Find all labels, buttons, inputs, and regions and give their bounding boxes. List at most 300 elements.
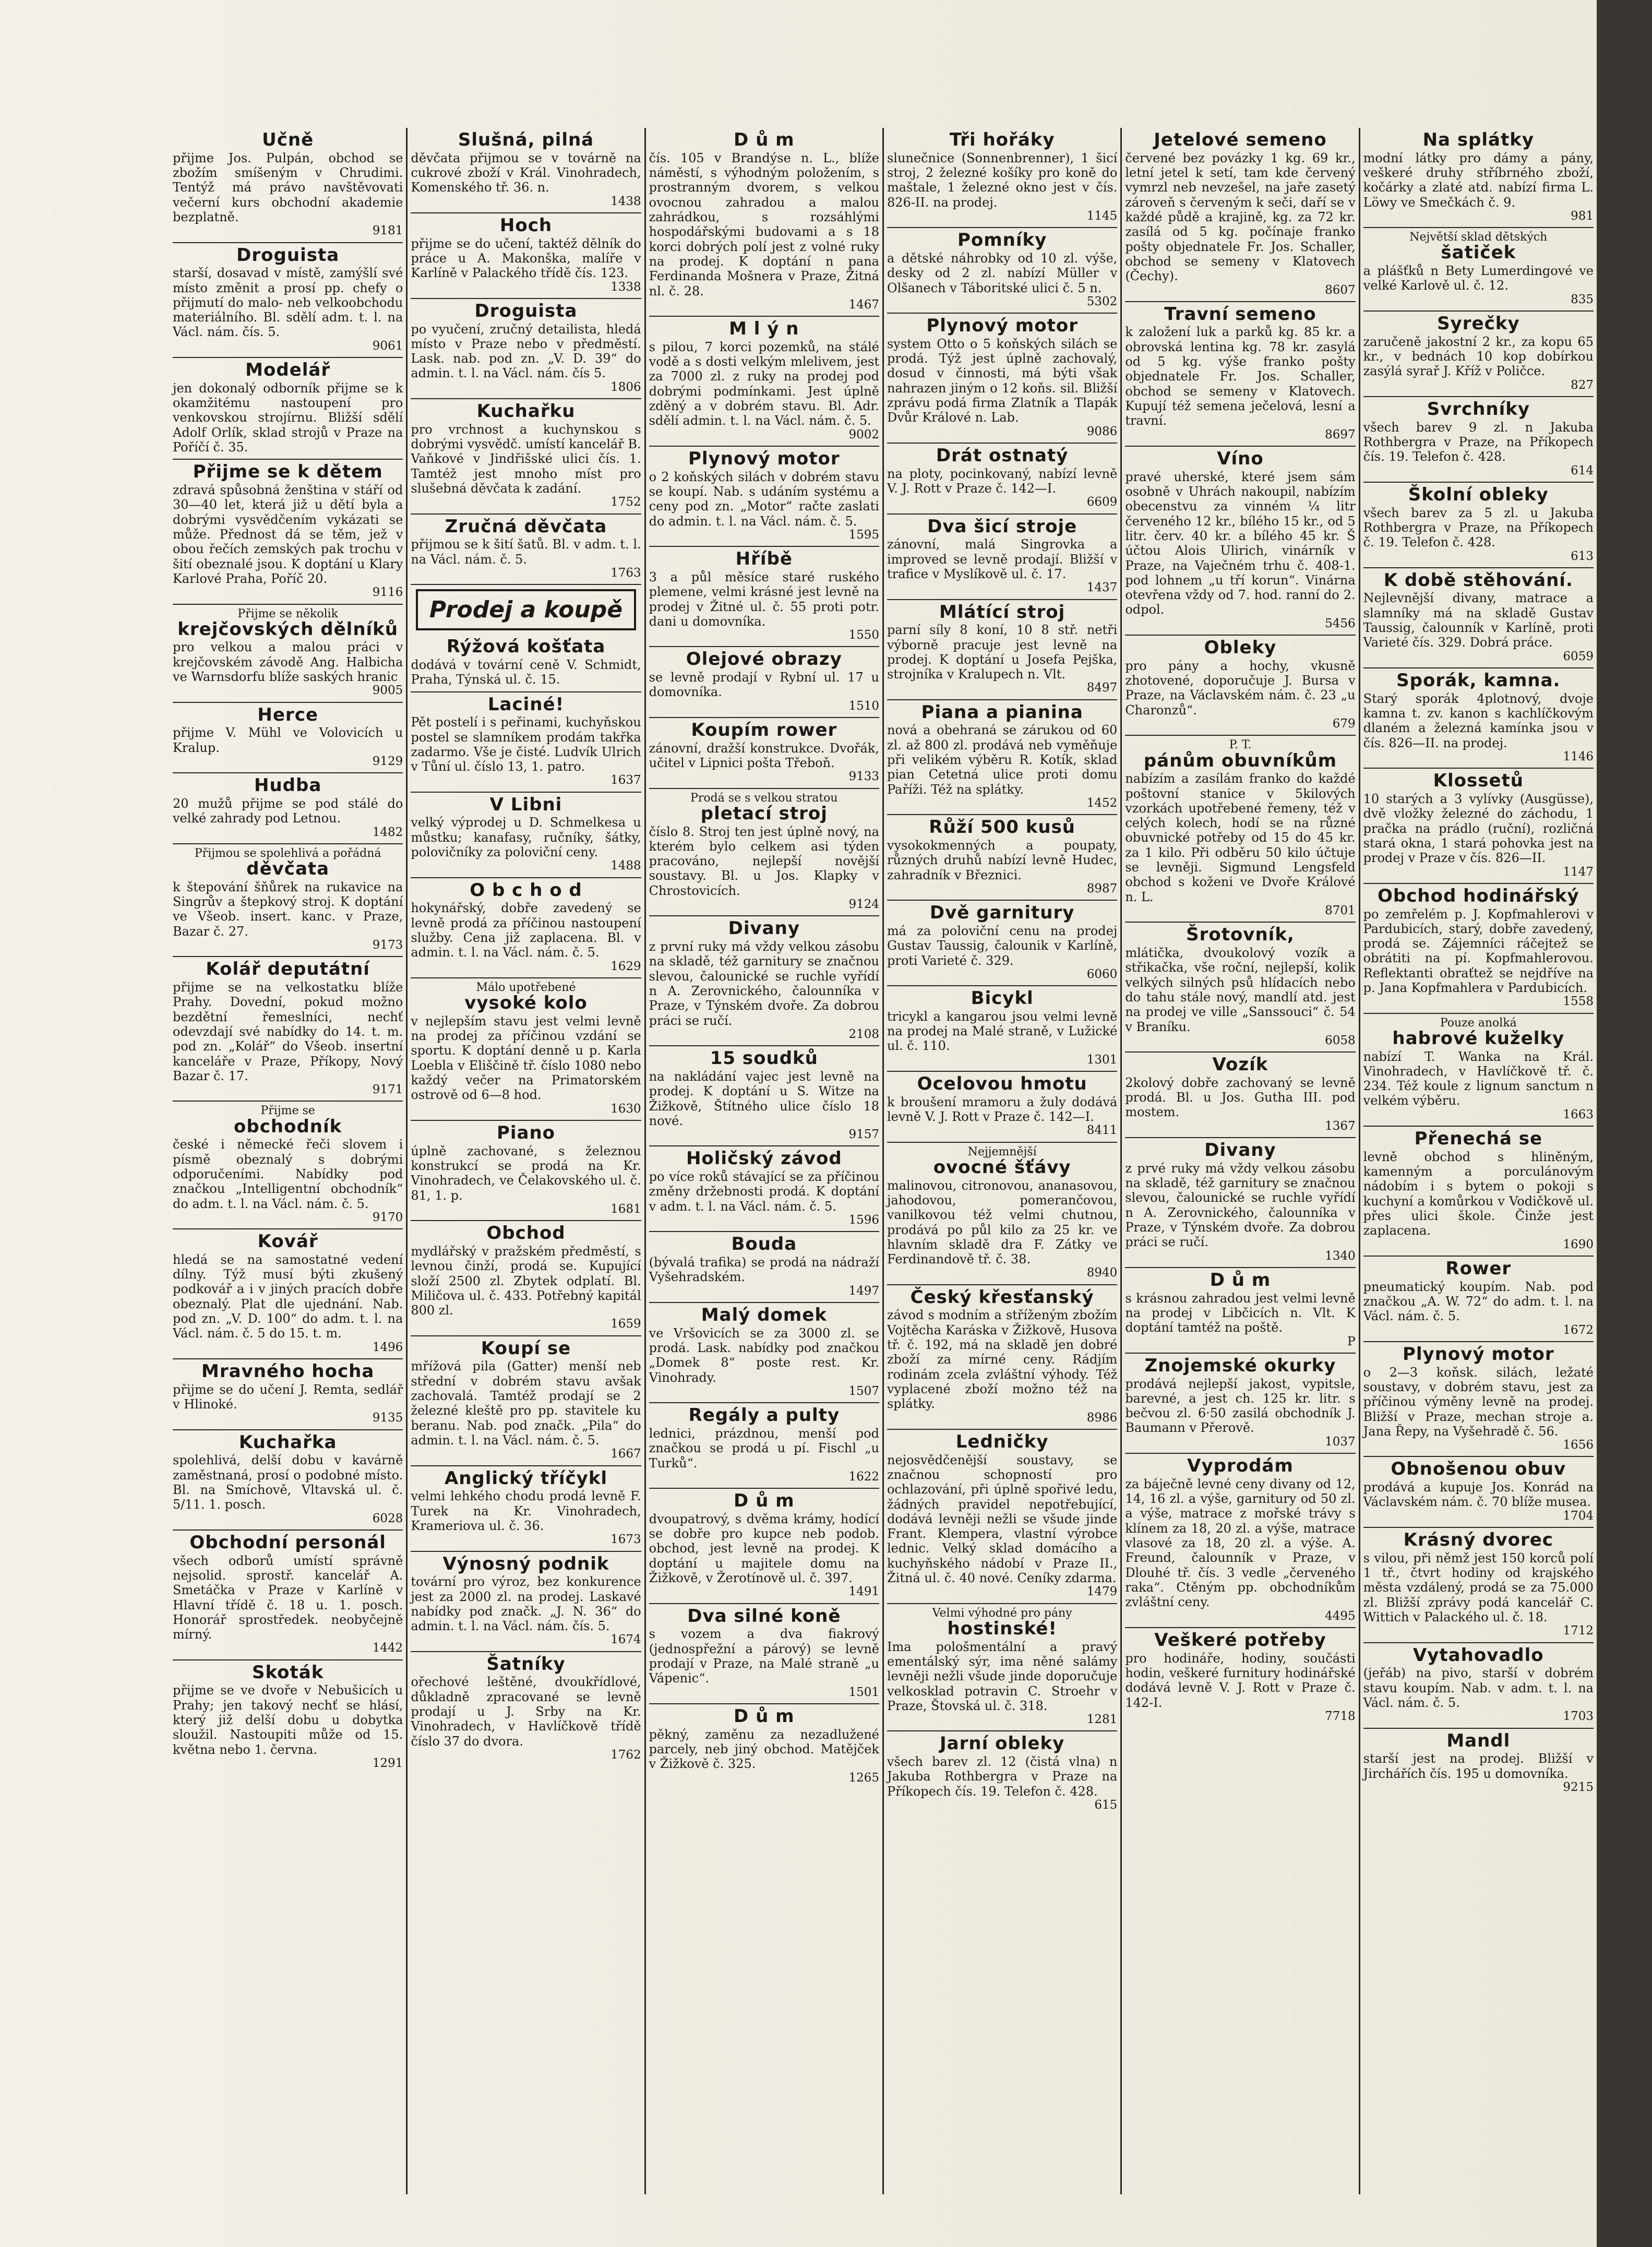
classified-ad (173, 1660, 403, 1775)
classified-ad (887, 901, 1117, 986)
classified-ad (649, 1046, 879, 1146)
ad-number: 1367 (1325, 1119, 1356, 1133)
column-3 (646, 128, 884, 2194)
classified-ad (411, 1336, 641, 1466)
ad-text: Ima pološmentální a pravý ementálský sýr, ima něné salámy levněji nežli všude jinde doporučuje velkosklad potravin C. Stroehr v Praze, Štovská ul. č. 318. (887, 1639, 1118, 1713)
ad-title: Slušná, pilná (458, 129, 594, 150)
ad-text: Pět postelí i s peřinami, kuchyňskou postel se slamníkem prodám takřka zadarmo. Vše je čisté. Ludvík Ulrich v Tůní ul. číslo 13, 1. patro. (411, 715, 641, 774)
ad-number: 2108 (848, 1027, 879, 1041)
ad-text: všech barev 9 zl. n Jakuba Rothbergra v Praze, na Příkopech čís. 19. Telefon č. 428. (1363, 420, 1594, 464)
ad-kicker: Přijmou se spolehlivá a pořádná (194, 846, 381, 860)
ad-number: 1558 (1563, 995, 1594, 1009)
classified-ad (1125, 1354, 1355, 1454)
ad-text: pro vrchnost a kuchynskou s dobrými vysvědč. umístí kancelář B. Vaňkové v Jindřišské ulici čís. 1. Tamtéž jest mnoho míst pro slušebná děvčata k zadání. (411, 422, 641, 496)
ad-text: Starý sporák 4plotnový, dvoje kamna t. zv. kanon s kachlíčkovým dlaném a železná kamínka jsou v čís. 826—II. na prodej. (1363, 691, 1594, 750)
ad-number: P (1347, 1334, 1356, 1348)
classified-ad (411, 1652, 641, 1766)
ad-number: 1037 (1325, 1435, 1356, 1449)
ad-title: Svrchníky (1427, 398, 1530, 420)
classified-ad (173, 844, 403, 957)
classified-ad (887, 815, 1117, 901)
classified-ad (649, 718, 879, 789)
ad-title: Modelář (245, 360, 331, 381)
ad-title: Anglický tříčykl (444, 1467, 608, 1489)
column-1 (170, 128, 408, 2194)
ad-text: modní látky pro dámy a pány, veškeré druhy stříbrného zboží, kočárky a zlaté atd. nabízí firma L. Löwy ve Smečkách č. 9. (1363, 150, 1594, 210)
ad-title: Drát ostnatý (936, 445, 1069, 467)
column-6 (1360, 128, 1597, 2194)
ad-number: 1507 (848, 1384, 879, 1398)
ad-number: 9171 (372, 1083, 403, 1097)
ad-title: Obnošenou obuv (1391, 1459, 1566, 1480)
ad-text: prodává nejlepší jakost, vypitsle, barevné, a jest ch. 125 kr. litr. s bečvou zl. 6·50 zasilá obchodník J. Baumann v Přerově. (1125, 1376, 1356, 1436)
classified-ad (411, 515, 641, 585)
classified-ad (887, 228, 1117, 314)
ad-text: o 2 koňských silách v dobrém stavu se koupí. Nab. s udáním systému a ceny pod zn. „Motor“ račte zaslati do admin. t. l. na Václ. nám. č. 5. (649, 469, 879, 529)
ad-text: nabízím a zasílám franko do každé poštovní stanice v 5kilových vzorkách upotřebené řemeny, též v celých kolech, hodí se na různé obuvnické potřeby od 15 do 45 kr. za 1 kilo. Při odběru 50 kilo účtuje se levněji. Sigmund Lengsfeld obchod s koženi ve Dvoře Králové n. L. (1125, 771, 1356, 904)
ad-title: pletací stroj (700, 803, 828, 824)
ad-text: pěkný, zaměnu za nezadlužené parcely, neb jiný obchod. Matějček v Žižkově č. 325. (649, 1727, 879, 1772)
ad-text: nabízí T. Wanka na Král. Vinohradech, v Havlíčkově tř. č. 234. Též koule z lignum sanctum n velkém výběru. (1363, 1049, 1594, 1108)
scan-edge (1597, 0, 1652, 2247)
ad-text: (bývalá trafika) se prodá na nádraží Vyšehradském. (649, 1255, 879, 1285)
ad-text: nejosvědčenější soustavy, se značnou schopností pro ochlazování, při úplně spořivé ledu, žádných pravidel nepotřebující, dodává levněji nežli se všude jinde Frant. Klempera, vlastní výrobce lednic. Velký sklad domácího a kuchyňského nádobí v Praze II., Žitná ul. č. 40 nové. Ceníky zdarma. (887, 1452, 1118, 1586)
classified-ad (1363, 769, 1594, 884)
classified-ad (1363, 1729, 1594, 1799)
ad-title: Laciné! (487, 694, 565, 715)
ad-title: Učně (262, 129, 314, 150)
classified-ad (1125, 1138, 1355, 1268)
ad-title: Zručná děvčata (445, 516, 607, 537)
ad-text: červené bez povázky 1 kg. 69 kr., letní jetel k setí, tam kde červený vymrzl neb nevzešel, na jaře zasetý zároveň s červeným k seči, daří se v každé půdě a krajině, kg. za 72 kr. zasílá od 5 kg. počínaje franko pošty objednatele Fr. Jos. Schaller, obchod se semeny v Klatovech (Čechy). (1125, 150, 1356, 284)
ad-number: 1488 (610, 859, 641, 873)
ad-title: Růží 500 kusů (929, 817, 1076, 838)
ad-title: Tři hořáky (949, 129, 1055, 150)
ad-number: 6060 (1086, 967, 1118, 981)
ad-text: úplně zachované, s železnou konstrukcí se prodá na Kr. Vinohradech, ve Čelakovského ul. č. 81, 1. p. (411, 1143, 641, 1203)
ad-title: vysoké kolo (464, 993, 588, 1014)
ad-title: Dva silné koně (687, 1605, 841, 1627)
ad-text: mřížová pila (Gatter) menší neb střední v dobrém stavu avšak zachovalá. Tamtéž prodají se 2 železné kleště pro pp. stavitele ku beranu. Nab. pod značk. „Pila“ do admin. t. l. na Václ. nám. č. 5. (411, 1359, 641, 1448)
classified-ad (411, 635, 641, 692)
ad-text: prodává a kupuje Jos. Konrád na Václavském nám. č. 70 blíže musea. (1363, 1480, 1594, 1510)
ad-title: Plynový motor (926, 315, 1078, 337)
ad-number: 9133 (848, 770, 879, 784)
ad-title: Plynový motor (1402, 1343, 1554, 1365)
ad-title: D ů m (734, 1705, 795, 1727)
ad-text: pro velkou a malou práci v krejčovském závodě Ang. Halbicha ve Warnsdorfu blíže saských hranic (173, 640, 403, 685)
ad-number: 1595 (848, 528, 879, 542)
ad-number: 9061 (372, 339, 403, 353)
classified-ad (1363, 128, 1594, 228)
ad-number: 8607 (1325, 283, 1356, 297)
ad-number: 1438 (610, 194, 641, 208)
ad-title: Obleky (1204, 637, 1277, 659)
ad-text: čís. 105 v Brandýse n. L., blíže náměstí, s výhodným položením, s prostranným dvorem, s velkou ovocnou zahradou a malou zahrádkou, s rozsáhlými hospodářskými budovami a s 18 korci dobrých polí jest z volné ruky na prodej. K doptání n pana Ferdinanda Mošnera v Praze, Žitná nl. č. 28. (649, 150, 879, 298)
classified-ad (649, 1146, 879, 1232)
ad-number: 9173 (372, 938, 403, 952)
ad-text: malinovou, citronovou, ananasovou, jahodovou, pomerančovou, vanilkovou též velmi chutnou, prodává po půl kilo za 25 kr. ve hlavním skladě dra F. Zátky ve Ferdinandově tř. č. 38. (887, 1178, 1118, 1267)
ad-number: 614 (1571, 463, 1594, 477)
classified-ad (1363, 1643, 1594, 1729)
ad-number: 8701 (1325, 904, 1356, 917)
ad-title: Mandl (1446, 1730, 1511, 1751)
ad-title: Dva šicí stroje (927, 516, 1078, 537)
ad-title: Jarní obleky (940, 1733, 1065, 1754)
ad-number: 1630 (610, 1102, 641, 1116)
ad-title: Ocelovou hmotu (917, 1073, 1087, 1095)
ad-text: pneumatický koupím. Nab. pod značkou „A. W. 72“ do adm. t. l. na Václ. nám. č. 5. (1363, 1279, 1594, 1324)
ad-number: 1596 (848, 1213, 879, 1227)
ad-title: Pomníky (957, 230, 1047, 251)
classified-ad (173, 605, 403, 703)
ad-title: Olejové obrazy (686, 649, 842, 670)
ad-text: všech odborů umístí správně nejsolid. sprostř. kancelář A. Smetáčka v Praze v Karlíně v Hlavní třídě č. 18 u. 1. posch. Honorář sprostředek. neobyčejně mírný. (173, 1553, 403, 1642)
ad-number: 1667 (610, 1447, 641, 1461)
ad-number: 1656 (1563, 1438, 1594, 1452)
ad-title: Kuchařku (476, 401, 576, 422)
ad-number: 1437 (1086, 581, 1118, 595)
ad-number: 9002 (848, 427, 879, 441)
ad-number: 1806 (610, 380, 641, 394)
ad-number: 1496 (372, 1340, 403, 1354)
ad-title: Šrotovník, (1186, 924, 1295, 946)
ad-number: 9116 (372, 585, 403, 600)
classified-ad (649, 547, 879, 647)
classified-ad (1125, 1053, 1355, 1138)
ad-title: Na splátky (1422, 129, 1535, 150)
ad-kicker: Málo upotřebené (476, 981, 576, 994)
ad-title: Droguista (236, 244, 340, 266)
classified-ad (649, 1489, 879, 1604)
ad-title: Rower (1445, 1258, 1512, 1279)
classified-ad (1125, 1268, 1355, 1354)
ad-title: O b c h o d (470, 879, 582, 901)
ad-title: Vyprodám (1187, 1455, 1294, 1477)
ad-text: s vilou, při němž jest 150 korců polí 1 tř., čtvrt hodiny od krajského města vzdálený, prodá se za 75.000 zl. Bližší zprávy podá kancelář C. Wittich v Palackého ul. č. 18. (1363, 1550, 1594, 1624)
ad-text: (jeřáb) na pivo, starší v dobrém stavu koupím. Nab. v adm. t. l. na Václ. nám. č. 5. (1363, 1666, 1594, 1710)
classified-ad (1363, 1457, 1594, 1528)
ad-title: Bouda (731, 1234, 797, 1255)
ad-text: 3 a půl měsíce staré ruského plemene, velmi krásné jest levně na prodej v Žitné ul. č. 55 proti potr. dani u domovníka. (649, 569, 879, 629)
ad-title: Přenechá se (1414, 1128, 1543, 1150)
classified-ad (649, 1303, 879, 1403)
ad-number: 1663 (1563, 1107, 1594, 1121)
classified-ad (1363, 397, 1594, 483)
ad-number: 827 (1571, 378, 1594, 392)
ad-text: závod s modním a stříženým zbožím Vojtěcha Karáska v Žižkově, Husova tř. č. 192, má na skladě jen dobré zboží za mírné ceny. Rádjím rodinám zcela zvláštní výhody. Též vyplacené zboží možno též na splátky. (887, 1308, 1118, 1412)
ad-title: Hoch (499, 214, 553, 236)
ad-title: Znojemské okurky (1144, 1355, 1336, 1376)
classified-ad (887, 1604, 1117, 1732)
classified-ad (411, 1466, 641, 1552)
ad-text: po vyučení, zručný detailista, hledá místo v Praze nebo v předměstí. Lask. nab. pod zn. „V. D. 39“ do admin. t. l. na Václ. nám. čís 5. (411, 321, 641, 381)
ad-text: zánovní, malá Singrovka a improved se levně prodají. Bližší v trafice v Myslíkově ul. č. 17. (887, 537, 1118, 581)
ad-title: Ledničky (955, 1431, 1049, 1452)
ad-text: ořechové leštěné, dvoukřídlové, důkladně zpracované se levně prodají u J. Srby na Kr. Vinohradech, v Havlíčkově třídě číslo 37 do dvora. (411, 1675, 641, 1749)
ad-number: 1281 (1086, 1713, 1118, 1727)
ad-number: 613 (1571, 549, 1594, 563)
ad-text: z první ruky má vždy velkou zásobu na skladě, též garnitury se značnou slevou, čalounické se ruchle vyřídí n A. Zerovnického, čalounníka v Praze, v Týnském dvoře. Za dobrou práci se ručí. (649, 939, 879, 1028)
ad-text: parní síly 8 koní, 10 8 stř. netři výborně pracuje jest levně na prodej. K doptání u Josefa Pejška, strojníka v Kralupech n. Vlt. (887, 623, 1118, 682)
classified-ad (887, 1143, 1117, 1285)
ad-number: 1681 (610, 1202, 641, 1216)
ad-number: 1659 (610, 1317, 641, 1331)
classified-ad (411, 1121, 641, 1221)
ad-title: habrové kuželky (1392, 1027, 1565, 1049)
classified-ad (649, 789, 879, 917)
ad-title: Obchod (486, 1223, 566, 1244)
classified-ad (1363, 884, 1594, 1014)
ad-title: Rýžová košťata (446, 636, 606, 658)
classified-ad (1363, 1014, 1594, 1127)
classified-ad (411, 213, 641, 299)
ad-number: 9129 (372, 754, 403, 768)
ad-title: Šatníky (486, 1653, 566, 1675)
ad-title: šatiček (1441, 242, 1516, 264)
ad-number: 6059 (1563, 649, 1594, 663)
classified-ad (1125, 1454, 1355, 1628)
ad-title: obchodník (234, 1116, 342, 1137)
classified-columns (170, 128, 1597, 2194)
ad-number: 981 (1571, 209, 1594, 223)
ad-title: V Libni (489, 794, 562, 815)
ad-kicker: Nejjemnější (967, 1145, 1037, 1158)
ad-text: 20 mužů přijme se pod stálé do velké zahrady pod Letnou. (173, 796, 403, 826)
classified-ad (411, 1552, 641, 1652)
classified-ad (173, 243, 403, 358)
ad-title: Kovář (257, 1231, 318, 1252)
classified-ad (173, 358, 403, 460)
ad-title: Obchod hodinářský (1377, 885, 1579, 906)
ad-text: přijme se do učení, taktéž dělník do práce u A. Makonška, malíře v Karlíně v Palackého třídě čís. 123. (411, 236, 641, 281)
ad-text: má za poloviční cenu na prodej Gustav Taussig, čalounik v Karlíně, proti Varieté č. 329. (887, 923, 1118, 968)
classified-ad (411, 128, 641, 213)
ad-title: Regály a pulty (688, 1405, 840, 1426)
ad-text: mydlářský v pražském předměstí, s levnou činží, prodá se. Kupující složí 2500 zl. Zbytek odplatí. Bl. Miličova ul. č. 433. Potřebný kapitál 800 zl. (411, 1244, 641, 1318)
ad-title: 15 soudků (710, 1048, 818, 1069)
ad-text: starší jest na prodej. Bližší v Jirchářích čís. 195 u domovníka. (1363, 1751, 1594, 1781)
ad-number: 1629 (610, 959, 641, 973)
ad-number: 1340 (1325, 1249, 1356, 1263)
ad-title: Koupí se (481, 1337, 571, 1359)
ad-number: 1690 (1563, 1237, 1594, 1251)
classified-ad (1363, 668, 1594, 769)
classified-ad (1363, 1342, 1594, 1457)
ad-text: číslo 8. Stroj ten jest úplně nový, na kterém bylo celkem asi týden pracováno, nejlepší novější soustavy. Bl. u Jos. Klapky v Chrostovicích. (649, 824, 879, 898)
classified-ad (411, 878, 641, 978)
ad-text: s vozem a dva fiakrový (jednospřežní a párový) se levně prodají v Praze, na Malé straně „u Vápenic“. (649, 1627, 879, 1686)
ad-text: 10 starých a 3 vylívky (Ausgüsse), dvě vložky železné do záchodu, 1 pračka na prádlo (ruční), rozličná stará okna, 1 stará pohovka jest na prodej v Praze v čís. 826—II. (1363, 791, 1594, 866)
ad-text: s pilou, 7 korci pozemků, na stálé vodě a s dosti velkým mlelivem, jest za 7000 zl. z ruky na prodej pod dobrými podmínkami. Jest úplně zděný a v dobrém stavu. Bl. Adr. sdělí admin. t. l. na Václ. nám. č. 5. (649, 339, 879, 428)
ad-title: Kolář deputátní (206, 959, 370, 980)
ad-title: Výnosný podnik (442, 1553, 609, 1574)
ad-text: o 2—3 koňsk. silách, ležaté soustavy, v dobrém stavu, jest za příčinou výměny levně na prodej. Bližší v Praze, mechan stroje a. Jana Řepy, na Vyšehradě č. 56. (1363, 1365, 1594, 1439)
ad-kicker: Velmi výhodné pro pány (932, 1606, 1072, 1620)
classified-ad (887, 1285, 1117, 1430)
ad-title: Obchodní personál (189, 1532, 386, 1553)
classified-ad (649, 1604, 879, 1704)
ad-title: Piana a pianina (921, 701, 1083, 723)
classified-ad (173, 1102, 403, 1229)
ad-number: 6058 (1325, 1033, 1356, 1047)
ad-text: české i německé řeči slovem i písmě obeznalý s dobrými odporučeními. Nabídky pod značkou „Intelligentní obchodník“ do adm. t. l. na Václ. nám. č. 5. (173, 1137, 403, 1211)
classified-ad (649, 1403, 879, 1489)
ad-title: hostinské! (947, 1618, 1057, 1639)
ad-text: zánovní, dražší konstrukce. Dvořák, učitel v Lipnici pošta Třeboň. (649, 740, 879, 771)
ad-number: 1265 (848, 1771, 879, 1785)
classified-ad (1363, 568, 1594, 668)
ad-text: starší, dosavad v místě, zamýšlí své místo změnit a prosí pp. chefy o přijmutí do malo- neb velkoobchodu materiálního. Bl. sdělí adm. t. l. na Václ. nám. čís. 5. (173, 266, 403, 340)
section-heading: Prodej a koupě (416, 589, 636, 630)
ad-title: Vozík (1212, 1054, 1268, 1075)
ad-title: Mlátící stroj (939, 601, 1066, 623)
ad-number: 1301 (1086, 1053, 1118, 1067)
ad-title: Divany (1204, 1140, 1276, 1161)
ad-number: 1673 (610, 1533, 641, 1547)
classified-ad (173, 1229, 403, 1359)
ad-text: mlátička, dvoukolový vozík a střikačka, vše roční, nejlepší, kolik velkých silných psů hlídacích nebo do tahu stále nový, mandlí atd. jest na prodej ve ville „Sanssouci“ č. 54 v Braníku. (1125, 945, 1356, 1034)
ad-number: 1510 (848, 699, 879, 713)
ad-number: 1338 (610, 280, 641, 294)
ad-text: k broušení mramoru a žuly dodává levně V. J. Rott v Praze č. 142—I. (887, 1094, 1118, 1125)
ad-text: přijme se na velkostatku blíže Prahy. Dovední, pokud možno bezdětní řemeslníci, nechť odevzdají své nabídky do 14. t. m. pod zn. „Kolář“ do Všeob. insertní kanceláře v Praze, Příkopy, Nový Bazar č. 17. (173, 979, 403, 1083)
ad-text: levně obchod s hliněným, kamenným a porculánovým nádobím i s bytem o pokoji s kuchyní a komůrkou v Vodičkově ul. přes ulici škole. Činže jest zaplacena. (1363, 1149, 1594, 1238)
ad-number: 9086 (1086, 424, 1118, 438)
ad-text: nová a obehraná se zárukou od 60 zl. až 800 zl. prodává neb vyměňuje při velikém výběru R. Kotík, sklad pian Cetetná ulice proti domu Paříži. Též na splátky. (887, 723, 1118, 797)
classified-ad (649, 647, 879, 718)
classified-ad (887, 444, 1117, 515)
ad-kicker: Přijme se několik (237, 607, 338, 620)
classified-ad (173, 773, 403, 844)
ad-title: Krásný dvorec (1403, 1529, 1553, 1551)
classified-ad (411, 978, 641, 1121)
classified-ad (411, 1221, 641, 1336)
ad-text: dvoupatrový, s dvěma krámy, hodící se dobře pro kupce neb podob. obchod, jest levně na prodej. K doptání u majitele domu na Žižkově, v Žerotínově ul. č. 397. (649, 1511, 879, 1586)
ad-number: 9157 (848, 1128, 879, 1142)
classified-ad (1363, 483, 1594, 568)
ad-text: na ploty, pocinkovaný, nabízí levně V. J. Rott v Praze č. 142—I. (887, 466, 1118, 496)
ad-number: 835 (1571, 292, 1594, 306)
classified-ad (887, 700, 1117, 816)
classified-ad (411, 793, 641, 878)
ad-text: hokynářský, dobře zavedený se levně prodá za příčinou nastoupení služby. Cena již zaplacena. Bl. v admin. t. l. na Václ. nám. č. 5. (411, 901, 641, 960)
classified-ad (887, 1072, 1117, 1143)
ad-text: přijme se ve dvoře v Nebušicích u Prahy; jen takový nechť se hlásí, který již delší dobu u dobytka sloužil. Nastoupiti může od 15. května nebo 1. června. (173, 1683, 403, 1757)
ad-title: Divany (728, 918, 800, 939)
ad-title: Malý domek (701, 1305, 827, 1326)
ad-title: Koupím rower (691, 720, 837, 741)
ad-title: Vytahovadlo (1412, 1644, 1544, 1666)
ad-title: Syrečky (1437, 313, 1520, 334)
ad-number: 1467 (848, 297, 879, 312)
classified-ad (173, 1430, 403, 1531)
classified-ad (649, 1232, 879, 1303)
ad-text: zdravá spůsobná ženština v stáří od 30—40 let, která již u dětí byla a dobrými vysvědčením vykázati se může. Přednost dá se těm, jež v obou řečích zemských pak trochu v šití obeznalé jsou. K doptání u Klary Karlové Praha, Poříč 20. (173, 483, 403, 586)
ad-number: 8986 (1086, 1411, 1118, 1425)
ad-number: 1703 (1563, 1710, 1594, 1724)
classified-ad (649, 317, 879, 447)
ad-text: na nakládání vajec jest levně na prodej. K doptání u S. Witze na Žižkově, Štítného ulice číslo 18 nové. (649, 1069, 879, 1128)
classified-ad (411, 299, 641, 399)
ad-text: ve Vršovicích se za 3000 zl. se prodá. Lask. nabídky pod značkou „Domek 8“ poste rest. Kr. Vinohrady. (649, 1325, 879, 1385)
ad-text: tovární pro výroz, bez konkurence jest za 2000 zl. na prodej. Laskavé nabídky pod značk. „J. N. 36“ do admin. t. l. na Václ. nám. čís. 5. (411, 1574, 641, 1634)
ad-text: z prvé ruky má vždy velkou zásobu na skladě, též garnitury se značnou slevou, čalounické se ruchle vyřídí n A. Zerovnického, čalounníka v Praze, v Týnském dvoře. Za dobrou práci se ručí. (1125, 1161, 1356, 1250)
ad-title: Holičský závod (686, 1148, 842, 1169)
ad-number: 1497 (848, 1284, 879, 1298)
ad-number: 1763 (610, 566, 641, 580)
ad-title: D ů m (734, 1490, 795, 1512)
classified-ad (1363, 312, 1594, 397)
ad-number: 1442 (372, 1641, 403, 1655)
ad-text: Nejlevnější divany, matrace a slamníky má na skladě Gustav Taussig, čalounník v Karlíně, proti Varieté čís. 329. Dobrá práce. (1363, 591, 1594, 650)
ad-title: Kuchařka (238, 1431, 337, 1453)
ad-title: Veškeré potřeby (1154, 1629, 1326, 1651)
ad-title: ovocné šťávy (933, 1156, 1071, 1178)
classified-ad (887, 1430, 1117, 1604)
ad-text: vysokokmenných a poupaty, různých druhů nabízí levně Hudec, zahradník v Březnici. (887, 838, 1118, 882)
ad-text: přijme Jos. Pulpán, obchod se zbožím smíšeným v Chrudimi. Tentýž má právo navštěvovati večerní kurs obchodní akademie bezplatně. (173, 150, 403, 224)
ad-title: Plynový motor (688, 448, 840, 469)
classified-ad (1363, 1257, 1594, 1342)
ad-number: 7718 (1325, 1709, 1356, 1723)
ad-title: M l ý n (729, 318, 799, 340)
ad-title: Droguista (474, 300, 578, 321)
ad-title: pánům obuvníkům (1143, 750, 1337, 771)
ad-text: 2kolový dobře zachovaný se levně prodá. Bl. u Jos. Gutha III. pod mostem. (1125, 1075, 1356, 1120)
ad-number: 615 (1094, 1798, 1118, 1812)
classified-ad (649, 128, 879, 317)
ad-number: 9005 (372, 684, 403, 698)
ad-text: pravé uherské, které jsem sám osobně v Uhrách nakoupil, nabízím obecenstvu za vinném ¼ litr červeného 12 kr., bílého 15 kr., od 5 litr. červ. 40 kr. a bílého 45 kr. Š účtou Alois Ulirich, vinárník v Praze, na Vaječném trhu č. 408-1. pod lohnem „u tří korun“. Vinárna otevřena vždy od 7. hod. ranní do 2. odpol. (1125, 469, 1356, 617)
ad-title: Přijme se k dětem (193, 461, 383, 483)
ad-title: Český křesťanský (910, 1286, 1094, 1308)
ad-number: 9170 (372, 1210, 403, 1224)
ad-text: přijmou se k šití šatů. Bl. v adm. t. l. na Václ. nám. č. 5. (411, 537, 641, 567)
ad-title: Hříbě (735, 548, 793, 570)
ad-title: Klossetů (1433, 770, 1524, 792)
ad-number: 8411 (1086, 1124, 1118, 1138)
ad-kicker: Největší sklad dětských (1409, 231, 1548, 244)
ad-title: Hudba (254, 775, 322, 796)
ad-number: 1637 (610, 773, 641, 787)
ad-title: krejčovských dělníků (177, 618, 399, 640)
classified-ad (173, 957, 403, 1102)
ad-text: lednici, prázdnou, menší pod značkou se prodá u pí. Fischl „u Turků“. (649, 1426, 879, 1471)
ad-text: k štepování šňůrek na rukavice na Singrův a štepkový stroj. K doptání ve Všeob. insert. kanc. v Praze, Bazar č. 27. (173, 879, 403, 939)
ad-title: Travní semeno (1164, 303, 1316, 325)
ad-text: se levně prodají v Rybní ul. 17 u domovníka. (649, 670, 879, 700)
classified-ad (1125, 447, 1355, 636)
classified-ad (1125, 1628, 1355, 1727)
ad-number: 8940 (1086, 1266, 1118, 1280)
ad-number: 1491 (848, 1585, 879, 1599)
ad-number: 4495 (1325, 1609, 1356, 1623)
ad-kicker: Přijme se (260, 1104, 315, 1118)
column-5 (1122, 128, 1360, 2194)
classified-ad (173, 128, 403, 243)
ad-number: 1704 (1563, 1509, 1594, 1523)
ad-title: D ů m (1210, 1269, 1271, 1290)
classified-ad (1125, 923, 1355, 1053)
classified-ad (887, 314, 1117, 444)
column-2 (408, 128, 645, 2194)
ad-text: po zemřelém p. J. Kopfmahlerovi v Pardubicích, starý, dobře zavedený, prodá se. Zájemníci ráčejtež se obrátiti na pí. Kopfmahlerovou. Reflektanti obraťtež se nejdříve na p. Jana Kopfmahlera v Pardubicích. (1363, 906, 1594, 996)
column-4 (884, 128, 1122, 2194)
classified-ad (411, 692, 641, 793)
ad-text: pro pány a hochy, vkusně zhotovené, doporučuje J. Bursa v Praze, na Václavském nám. č. 23 „u Charonzů“. (1125, 658, 1356, 718)
ad-title: děvčata (246, 858, 330, 880)
